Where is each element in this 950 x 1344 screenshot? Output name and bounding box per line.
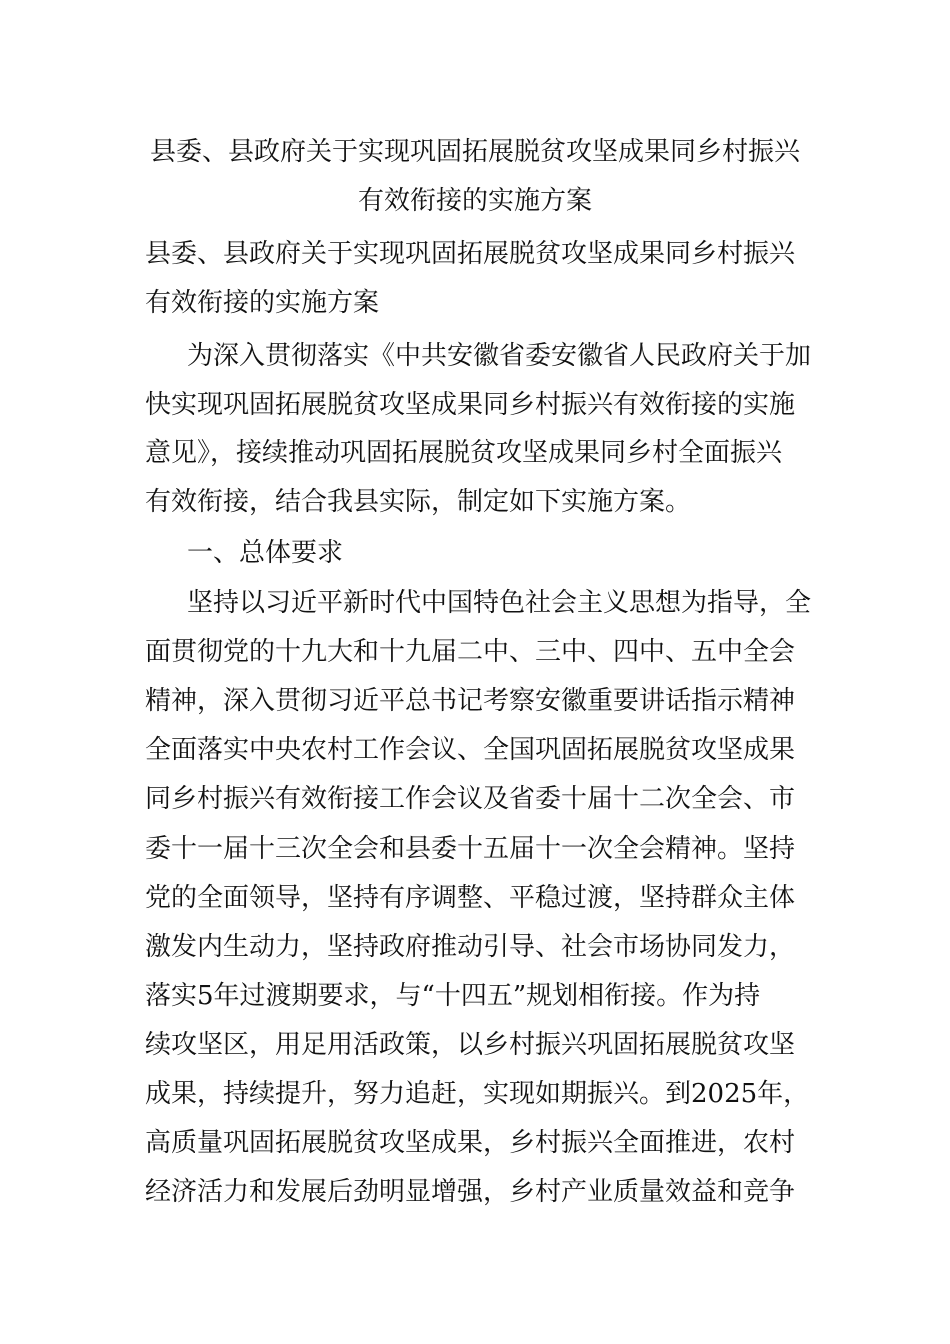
body-line-2: 面贯彻党的十九大和十九届二中、三中、四中、五中全会 [145,637,796,667]
body-line-12: 高质量巩固拓展脱贫攻坚成果，乡村振兴全面推进，农村 [145,1128,796,1158]
intro-line-3: 意见》，接续推动巩固拓展脱贫攻坚成果同乡村全面振兴 [145,438,783,468]
body-line-1: 坚持以习近平新时代中国特色社会主义思想为指导，全 [187,588,812,618]
section-heading: 一、总体要求 [187,538,344,568]
intro-line-1: 为深入贯彻落实《中共安徽省委安徽省人民政府关于加 [187,341,812,371]
intro-line-4: 有效衔接，结合我县实际，制定如下实施方案。 [145,487,692,517]
body-line-4: 全面落实中央农村工作会议、全国巩固拓展脱贫攻坚成果 [145,735,796,765]
body-line-11: 成果，持续提升，努力追赶，实现如期振兴。到2025年， [145,1079,810,1109]
intro-line-2: 快实现巩固拓展脱贫攻坚成果同乡村振兴有效衔接的实施 [145,390,796,420]
body-line-5: 同乡村振兴有效衔接工作会议及省委十届十二次全会、市 [145,784,796,814]
body-line-9: 落实5年过渡期要求，与“十四五”规划相衔接。作为持 [145,981,761,1011]
body-line-10: 续攻坚区，用足用活政策，以乡村振兴巩固拓展脱贫攻坚 [145,1030,796,1060]
body-line-8: 激发内生动力，坚持政府推动引导、社会市场协同发力， [145,932,796,962]
document-title-line-2: 有效衔接的实施方案 [357,186,592,216]
body-line-7: 党的全面领导，坚持有序调整、平稳过渡，坚持群众主体 [145,883,796,913]
body-line-6: 委十一届十三次全会和县委十五届十一次全会精神。坚持 [145,834,796,864]
document-title-line-1: 县委、县政府关于实现巩固拓展脱贫攻坚成果同乡村振兴 [149,137,800,167]
repeated-title-line-2: 有效衔接的实施方案 [145,288,380,318]
repeated-title-line-1: 县委、县政府关于实现巩固拓展脱贫攻坚成果同乡村振兴 [145,239,796,269]
body-line-3: 精神，深入贯彻习近平总书记考察安徽重要讲话指示精神 [145,686,796,716]
body-line-13: 经济活力和发展后劲明显增强，乡村产业质量效益和竞争 [145,1177,796,1207]
